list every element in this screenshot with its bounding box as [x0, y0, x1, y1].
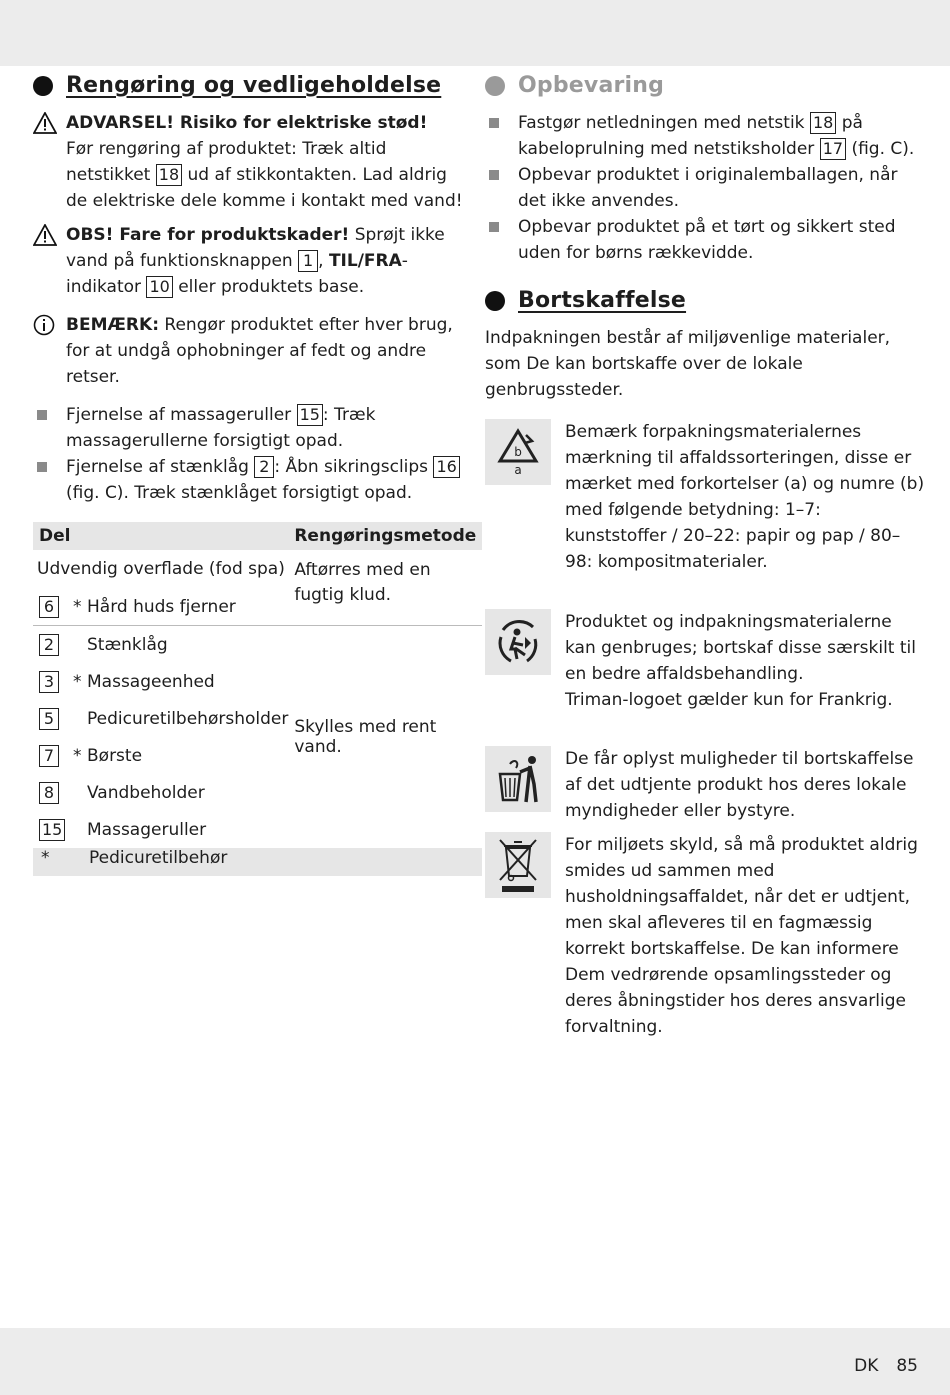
warning-title: OBS! Fare for produktskader!: [66, 225, 350, 245]
note-title: BEMÆRK:: [66, 315, 159, 335]
square-bullet-icon: [489, 170, 499, 180]
list-item: [33, 454, 467, 506]
square-bullet-icon: [37, 410, 47, 420]
warning-text: ud af stikkontakten. Lad aldrig de elektriske dele komme i kontakt med vand!: [66, 165, 463, 211]
part-number: 18: [156, 164, 182, 186]
triman-block: [485, 609, 925, 746]
part-number: 3: [39, 671, 59, 693]
right-column: [485, 73, 925, 1040]
note-text: Rengør produktet efter hver brug, for at undgå ophobninger af fedt og andre retser.: [66, 315, 453, 387]
recycling-triangle-icon: [485, 419, 551, 485]
table-footnote-row: [33, 848, 482, 876]
part-number: 17: [820, 138, 846, 160]
item-text: Fjernelse af stænklåg: [66, 457, 249, 477]
item-text: : Åbn sikringsclips: [274, 457, 429, 477]
section-heading-disposal: Bortskaffelse: [485, 288, 925, 313]
info-note: [33, 312, 467, 390]
item-text: Opbevar produktet på et tørt og sikkert sted uden for børns rækkevidde.: [518, 217, 896, 263]
item-text: på kabeloprulning med netstiksholder: [518, 113, 863, 159]
left-column: [33, 73, 477, 876]
item-text: : Træk massagerullerne forsigtigt opad.: [66, 405, 376, 451]
item-text: (fig. C). Træk stænklåget forsigtigt opad.: [66, 483, 413, 503]
warning-text: Før rengøring af produktet: Træk altid netstikket: [66, 139, 387, 185]
section-heading-storage: Opbevaring: [485, 73, 925, 98]
part-number: 1: [298, 250, 318, 272]
part-number: 2: [39, 634, 59, 656]
table-cell-parts: [33, 550, 288, 626]
square-bullet-icon: [489, 118, 499, 128]
part-number: 15: [297, 404, 323, 426]
top-band: [0, 0, 950, 66]
triman-text-1: Produktet og indpakningsmaterialerne kan genbruges; bortskaf disse særskilt til en bedre affaldsbehandling.: [565, 612, 916, 684]
disposal-info-text: De får oplyst muligheder til bortskaffelse af det udtjente produkt hos deres lokale myndigheder eller bystyre.: [565, 749, 914, 821]
storage-list: [485, 110, 925, 266]
bullet-dot-icon: [485, 291, 505, 311]
recycling-text: Bemærk forpakningsmaterialernes mærkning til affaldssorteringen, disse er mærket med forkortelser (a) og numre (b) med følgende betydning: 1–7: kunststoffer / 20–22: papir og pap / 80–98: kompositmaterialer.: [565, 422, 925, 572]
asterisk: *: [41, 848, 50, 868]
table-cell-method: Aftørres med en fugtig klud.: [294, 560, 431, 605]
warning-title: ADVARSEL! Risiko for elektriske stød!: [66, 113, 428, 133]
part-label: Massageruller: [87, 819, 207, 840]
part-number: 8: [39, 782, 59, 804]
weee-text: For miljøets skyld, så må produktet aldrig smides ud sammen med husholdningsaffaldet, når det er udtjent, men skal afleveres til en fagmæssig korrekt bortskaffelse. De kan informere Dem vedrørende opsamlingssteder og deres åbningstider hos deres ansvarlige forvaltning.: [565, 835, 918, 1037]
triman-icon: [485, 609, 551, 675]
part-label: Pedicuretilbehørsholder: [87, 708, 289, 729]
item-text: Fastgør netledningen med netstik: [518, 113, 805, 133]
asterisk: *: [73, 671, 82, 692]
table-row: [33, 700, 288, 737]
recycling-block: [485, 419, 925, 609]
list-item: [485, 162, 925, 214]
item-text: Fjernelse af massageruller: [66, 405, 292, 425]
warning-bold: TIL/FRA: [328, 251, 402, 271]
table-header-method: Rengøringsmetode: [288, 522, 482, 550]
disposal-intro: Indpakningen består af miljøvenlige materialer, som De kan bortskaffe over de lokale genbrugssteder.: [485, 328, 891, 400]
asterisk: *: [73, 745, 82, 766]
table-cell-parts: [33, 626, 288, 849]
table-header-part: Del: [33, 522, 288, 550]
table-row: [33, 626, 288, 663]
table-row: [33, 663, 288, 700]
list-item: [485, 214, 925, 266]
page-number: 85: [896, 1356, 918, 1376]
table-row: [33, 811, 288, 848]
part-number: 2: [254, 456, 274, 478]
separator: ,: [318, 251, 324, 271]
list-item: [485, 110, 925, 162]
bullet-dot-icon: [485, 76, 505, 96]
asterisk: *: [73, 596, 82, 617]
section-heading-cleaning: Rengøring og vedligeholdelse: [33, 73, 467, 98]
part-label: Vandbeholder: [87, 782, 205, 803]
triman-text: [565, 609, 925, 746]
recycling-code-a: a: [514, 463, 522, 477]
info-icon: [33, 314, 55, 336]
recycling-code-b: b: [514, 445, 522, 459]
triman-text-2: Triman-logoet gælder kun for Frankrig.: [565, 690, 893, 710]
group-title: Udvendig overflade (fod spa): [37, 559, 285, 579]
warning-text: Sprøjt ikke vand på funktionsknappen: [66, 225, 445, 271]
list-item: [33, 402, 467, 454]
removal-list: [33, 402, 467, 506]
language-code: DK: [854, 1356, 879, 1376]
part-number: 7: [39, 745, 59, 767]
part-label: Stænklåg: [87, 634, 168, 655]
item-text: Opbevar produktet i originalemballagen, når det ikke anvendes.: [518, 165, 898, 211]
item-text: (fig. C).: [851, 139, 915, 159]
part-number: 10: [146, 276, 172, 298]
page-footer: [836, 1356, 918, 1376]
warning-triangle-icon: [33, 112, 57, 134]
bottom-band: [0, 1328, 950, 1395]
square-bullet-icon: [37, 462, 47, 472]
part-number: 5: [39, 708, 59, 730]
weee-block: [485, 832, 925, 1040]
table-row: [33, 774, 288, 811]
square-bullet-icon: [489, 222, 499, 232]
warning-damage: [33, 222, 467, 300]
trash-bin-person-icon: [485, 746, 551, 812]
part-number: 15: [39, 819, 65, 841]
part-label: Massageenhed: [87, 671, 215, 692]
disposal-info-block: [485, 746, 925, 832]
crossed-bin-icon: [485, 832, 551, 898]
bullet-dot-icon: [33, 76, 53, 96]
table-row: [33, 588, 288, 625]
cleaning-table: [33, 522, 482, 876]
warning-electric: [33, 110, 467, 214]
part-number: 16: [433, 456, 459, 478]
footnote-text: Pedicuretilbehør: [89, 848, 228, 868]
part-label: Hård huds fjerner: [87, 596, 236, 617]
warning-text: -indikator: [66, 251, 408, 297]
table-row: [33, 737, 288, 774]
part-label: Børste: [87, 745, 143, 766]
table-cell-method: Skylles med rent vand.: [294, 717, 437, 757]
warning-text: eller produktets base.: [178, 277, 365, 297]
part-number: 18: [810, 112, 836, 134]
part-number: 6: [39, 596, 59, 618]
warning-triangle-icon: [33, 224, 57, 246]
